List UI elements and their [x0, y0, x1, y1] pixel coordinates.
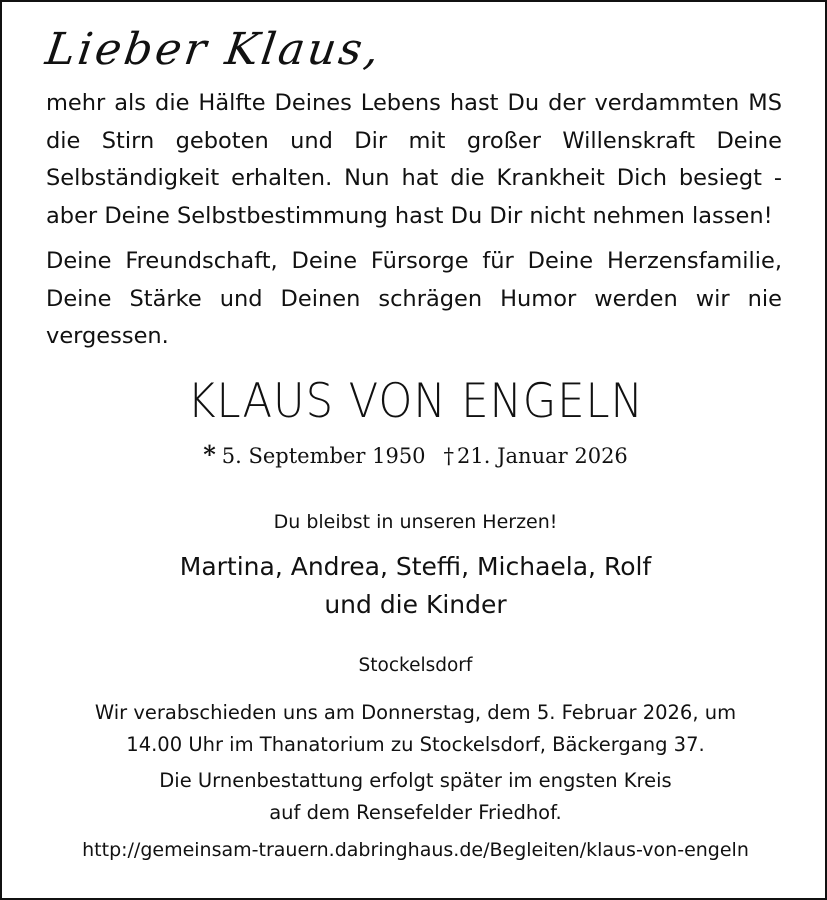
death-symbol: † — [443, 444, 455, 468]
tribute-paragraph-2: Deine Freundschaft, Deine Fürsorge für Deine Herzensfamilie, Deine Stärke und Deinen schrägen Humor werden wir nie vergessen. — [46, 248, 782, 349]
life-dates — [2, 440, 827, 471]
mourners-block — [2, 548, 827, 624]
location-text: Stockelsdorf — [358, 655, 473, 676]
memorial-link[interactable]: http://gemeinsam-trauern.dabringhaus.de/Begleiten/klaus-von-engeln — [82, 839, 749, 861]
burial-info — [2, 765, 827, 829]
tribute-paragraph-1: mehr als die Hälfte Deines Lebens hast Du der verdammten MS die Stirn geboten und Dir mit großer Willenskraft Deine Selbständigkeit erhalten. Nun hat die Krankheit Dich besiegt - aber Deine Selbstbestimmung hast Du Dir nicht nehmen lassen! — [46, 90, 782, 229]
ceremony-info — [2, 697, 827, 761]
farewell-line: Du bleibst in unseren Herzen! — [273, 511, 558, 533]
greeting-heading: Lieber Klaus, — [42, 24, 386, 75]
death-date: 21. Januar 2026 — [457, 444, 628, 468]
deceased-name: KLAUS VON ENGELN — [187, 374, 644, 429]
burial-line-1: Die Urnenbestattung erfolgt später im engsten Kreis — [159, 769, 672, 792]
mourners-children: und die Kinder — [324, 590, 507, 619]
mourners-names: Martina, Andrea, Steffi, Michaela, Rolf — [179, 552, 652, 581]
birth-symbol: * — [203, 440, 216, 469]
burial-line-2: auf dem Rensefelder Friedhof. — [269, 801, 562, 824]
ceremony-line-1: Wir verabschieden uns am Donnerstag, dem 5. Februar 2026, um — [94, 701, 737, 724]
birth-date: 5. September 1950 — [221, 444, 426, 468]
ceremony-line-2: 14.00 Uhr im Thanatorium zu Stockelsdorf, Bäckergang 37. — [126, 733, 705, 756]
